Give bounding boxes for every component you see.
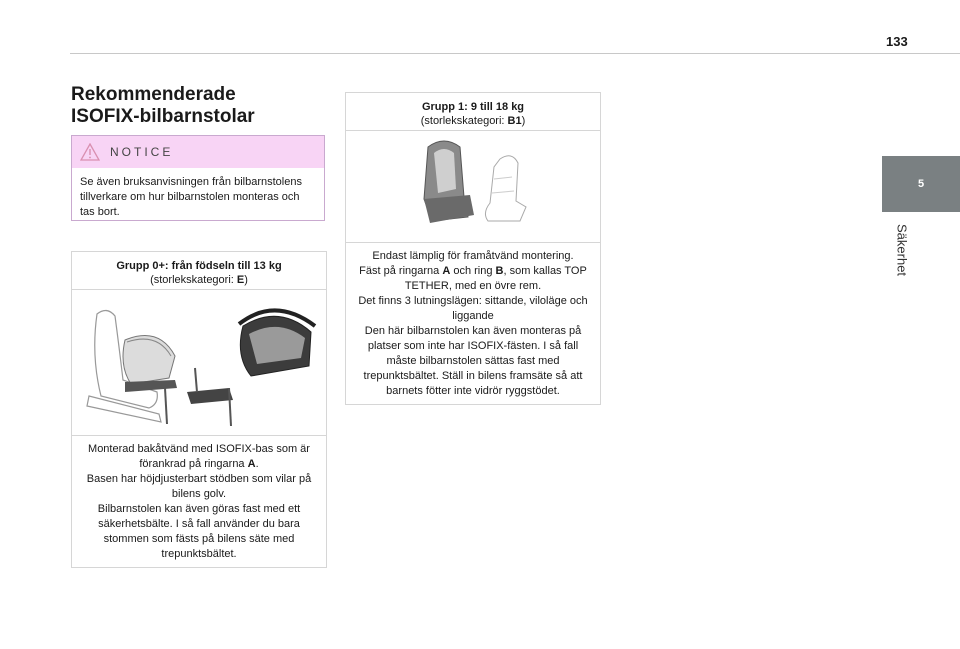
group1-card [345,92,601,405]
notice-label: NOTICE [110,145,174,159]
group0-description [72,436,326,562]
notice-header [72,136,324,168]
group0-card [71,251,327,568]
section-title [71,84,331,128]
group1-line1: Endast lämplig för framåtvänd montering. [372,250,574,262]
group0-header [72,252,326,290]
section-title-line2: ISOFIX-bilbarnstolar [71,106,255,127]
group1-line4: Den här bilbarnstolen kan även monteras på platser som inte har ISOFIX-fästen. I så fall måste bilbarnstolen sättas fast med trepunktsbältet. Ställ in bilens framsäte så att barnets fötter inte vidrör ryggstödet. [363,325,583,397]
warning-icon [80,143,100,161]
child-seat-illustration [408,137,538,237]
notice-box [71,135,325,221]
group0-size: (storlekskategori: E) [150,274,248,286]
header-divider [70,53,960,54]
group1-image [346,131,600,243]
group1-line2: Fäst på ringarna A och ring B, som kallas TOP TETHER, med en övre rem. [359,265,587,292]
chapter-tab[interactable] [882,156,960,212]
group1-size: (storlekskategori: B1) [420,115,526,127]
chapter-label-text: Säkerhet [894,223,910,277]
group0-title: Grupp 0+: från födseln till 13 kg [116,260,282,272]
notice-text: Se även bruksanvisningen från bilbarnstolens tillverkare om hur bilbarnstolen monteras och tas bort. [80,176,302,218]
group0-line2: Basen har höjdjusterbart stödben som vilar på bilens golv. [86,473,312,500]
group0-line3: Bilbarnstolen kan även göras fast med ett säkerhetsbälte. I så fall använder du bara stommen som fästs på bilens säte med trepunktsbältet. [97,503,301,560]
group1-header [346,93,600,131]
chapter-label [890,210,914,290]
group1-line3: Det finns 3 lutningslägen: sittande, viloläge och liggande [358,295,588,322]
group0-line1: Monterad bakåtvänd med ISOFIX-bas som är förankrad på ringarna A. [88,443,310,470]
chapter-number: 5 [917,178,925,190]
infant-seat-illustration [79,296,319,430]
page-number: 133 [886,34,908,49]
group1-title: Grupp 1: 9 till 18 kg [421,101,525,113]
group0-image [72,290,326,436]
group1-description [346,243,600,399]
section-title-line1: Rekommenderade [71,84,236,105]
